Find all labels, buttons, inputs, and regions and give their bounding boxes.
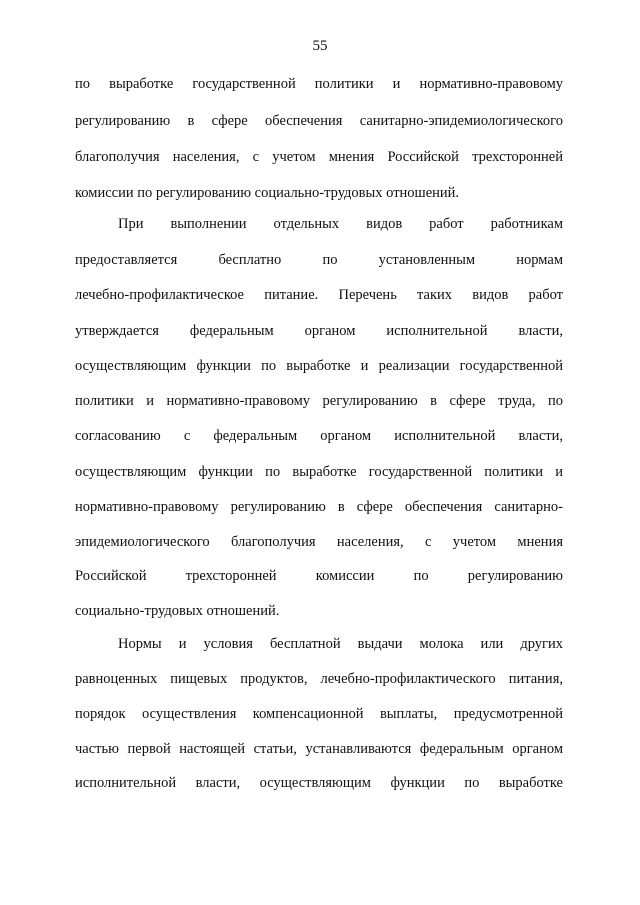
text-line: по выработке государственной политики и нормативно-правовому — [75, 76, 563, 92]
text-line: осуществляющим функции по выработке государственной политики и — [75, 464, 563, 480]
text-line: социально-трудовых отношений. — [75, 603, 280, 619]
text-line: Нормы и условия бесплатной выдачи молока или других — [118, 636, 563, 652]
text-line: регулированию в сфере обеспечения санитарно-эпидемиологического — [75, 113, 563, 129]
text-line: благополучия населения, с учетом мнения Российской трехсторонней — [75, 149, 563, 165]
text-line: нормативно-правовому регулированию в сфере обеспечения санитарно- — [75, 499, 563, 515]
text-line: Российской трехсторонней комиссии по регулированию — [75, 568, 563, 584]
text-line: лечебно-профилактическое питание. Перечень таких видов работ — [75, 287, 563, 303]
text-line: частью первой настоящей статьи, устанавливаются федеральным органом — [75, 741, 563, 757]
text-line: При выполнении отдельных видов работ работникам — [118, 216, 563, 232]
page-number: 55 — [312, 38, 328, 54]
text-line: порядок осуществления компенсационной выплаты, предусмотренной — [75, 706, 563, 722]
text-line: предоставляется бесплатно по установленным нормам — [75, 252, 563, 268]
text-line: осуществляющим функции по выработке и реализации государственной — [75, 358, 563, 374]
text-line: эпидемиологического благополучия населения, с учетом мнения — [75, 534, 563, 550]
text-line: согласованию с федеральным органом исполнительной власти, — [75, 428, 563, 444]
text-line: утверждается федеральным органом исполнительной власти, — [75, 323, 563, 339]
text-line: равноценных пищевых продуктов, лечебно-профилактического питания, — [75, 671, 563, 687]
text-line: исполнительной власти, осуществляющим функции по выработке — [75, 775, 563, 791]
text-line: политики и нормативно-правовому регулированию в сфере труда, по — [75, 393, 563, 409]
text-line: комиссии по регулированию социально-трудовых отношений. — [75, 185, 460, 201]
